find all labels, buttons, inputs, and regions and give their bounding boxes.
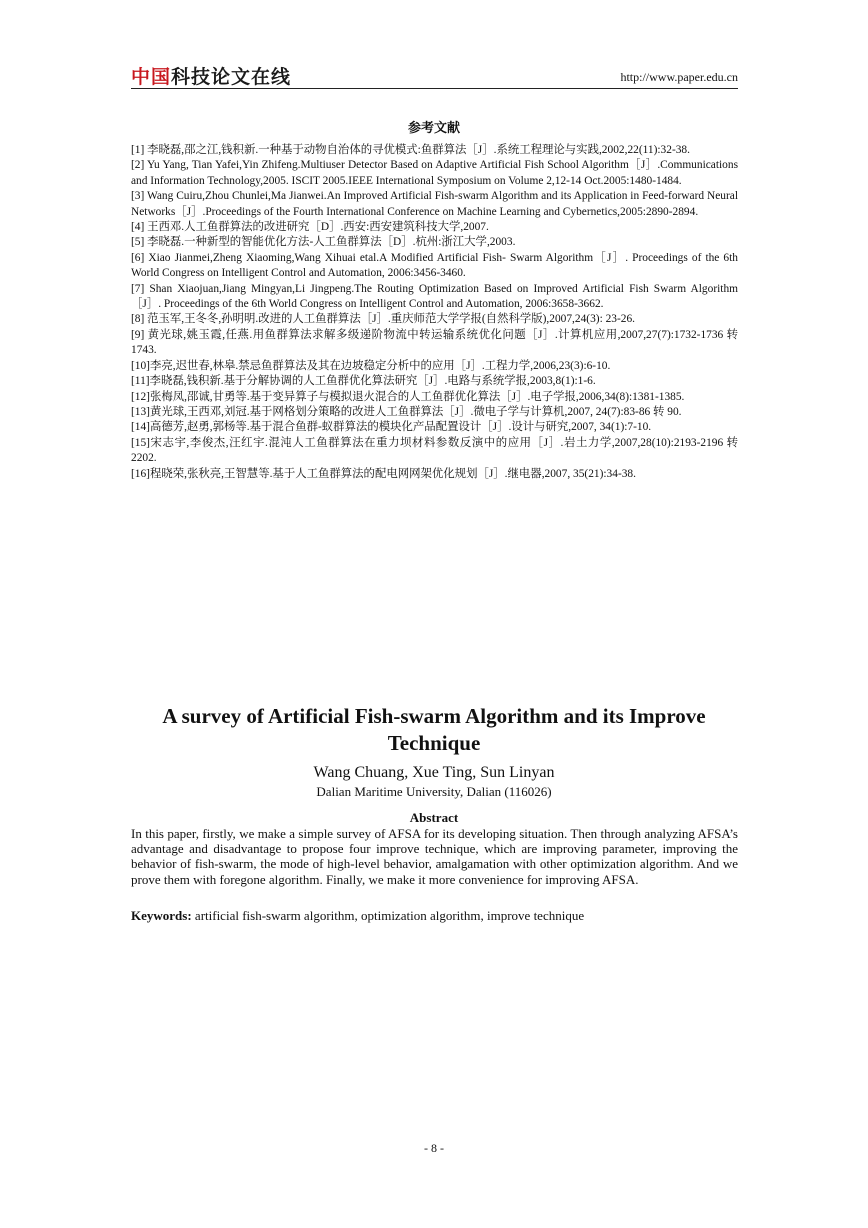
reference-item: [15]宋志宇,李俊杰,汪红宇.混沌人工鱼群算法在重力坝材料参数反演中的应用［J］.岩土力学,2007,28(10):2193-2196 转 2202. (131, 436, 738, 465)
reference-list (131, 143, 738, 482)
abstract-heading: Abstract (409, 810, 459, 825)
reference-item: [9] 黄光球,姚玉霞,任燕.用鱼群算法求解多级递阶物流中转运输系统优化问题［J］.计算机应用,2007,27(7):1732-1736 转 1743. (131, 328, 738, 357)
keywords-text: artificial fish-swarm algorithm, optimization algorithm, improve technique (191, 908, 585, 923)
reference-item: [10]李亮,迟世春,林皋.禁忌鱼群算法及其在边坡稳定分析中的应用［J］.工程力学,2006,23(3):6-10. (131, 359, 611, 372)
reference-item: [13]黄光球,王西邓,刘冠.基于网格划分策略的改进人工鱼群算法［J］.微电子学与计算机,2007, 24(7):83-86 转 90. (131, 405, 682, 418)
site-logo (131, 62, 291, 89)
reference-item: [11]李晓磊,钱积新.基于分解协调的人工鱼群优化算法研究［J］.电路与系统学报,2003,8(1):1-6. (131, 375, 596, 388)
reference-item: [3] Wang Cuiru,Zhou Chunlei,Ma Jianwei.An Improved Artificial Fish-swarm Algorithm and its Application in Feed-forward Neural Networks［J］.Proceedings of the Fourth International Conference on Machine Learning and Cybernetics,2005:2890-2894. (131, 190, 738, 218)
english-title: A survey of Artificial Fish-swarm Algorithm and its Improve Technique (162, 704, 706, 755)
affiliation: Dalian Maritime University, Dalian (116026) (316, 784, 552, 799)
reference-item: [5] 李晓磊.一种新型的智能优化方法-人工鱼群算法［D］.杭州:浙江大学,2003. (131, 236, 516, 249)
page-header (131, 58, 738, 89)
references-title: 参考文献 (407, 121, 460, 136)
logo-dark-text: 科技论文在线 (171, 66, 292, 88)
keywords (131, 908, 738, 924)
reference-item: [7] Shan Xiaojuan,Jiang Mingyan,Li Jingpeng.The Routing Optimization Based on Improved Artificial Fish Swarm Algorithm［J］. Proceedings of the 6th World Congress on Intelligent Control and Automation, 2006:3658-3662. (131, 282, 738, 311)
reference-item: [2] Yu Yang, Tian Yafei,Yin Zhifeng.Multiuser Detector Based on Adaptive Artificial Fish School Algorithm［J］.Communications and Information Technology,2005. ISCIT 2005.IEEE International Symposium on Volume 2,12-14 Oct.2005:1480-1484. (131, 159, 738, 187)
keywords-label: Keywords: (131, 908, 192, 923)
reference-item: [14]高德芳,赵勇,郭杨等.基于混合鱼群-蚁群算法的模块化产品配置设计［J］.设计与研究,2007, 34(1):7-10. (131, 421, 652, 434)
reference-item: [8] 范玉军,王冬冬,孙明明.改进的人工鱼群算法［J］.重庆师范大学学报(自然科学版),2007,24(3): 23-26. (131, 313, 636, 326)
reference-item: [4] 王西邓.人工鱼群算法的改进研究［D］.西安:西安建筑科技大学,2007. (131, 221, 489, 234)
reference-item: [16]程晓荣,张秋亮,王智慧等.基于人工鱼群算法的配电网网架优化规划［J］.继电器,2007, 35(21):34-38. (131, 467, 636, 480)
page-number: - 8 - (424, 1141, 444, 1155)
reference-item: [12]张梅凤,邵诚,甘勇等.基于变异算子与模拟退火混合的人工鱼群优化算法［J］.电子学报,2006,34(8):1381-1385. (131, 390, 685, 403)
authors: Wang Chuang, Xue Ting, Sun Linyan (313, 764, 555, 781)
reference-item: [6] Xiao Jianmei,Zheng Xiaoming,Wang Xihuai etal.A Modified Artificial Fish- Swarm Algorithm［J］. Proceedings of the 6th World Congress on Intelligent Control and Automation, 2006:3456-3460. (131, 251, 738, 280)
header-url[interactable]: http://www.paper.edu.cn (620, 70, 738, 84)
reference-item: [1] 李晓磊,邵之江,钱积新.一种基于动物自治体的寻优模式:鱼群算法［J］.系统工程理论与实践,2002,22(11):32-38. (131, 144, 690, 156)
logo-red-text: 中国 (131, 66, 172, 88)
abstract-body: In this paper, firstly, we make a simple survey of AFSA for its developing situation. Then through analyzing AFSA’s advantage and disadvantage to propose four improve technique, which are improving parameter, improving the behavior of fish-swarm, the mode of high-level behavior, amalgamation with other optimization algorithm. And we prove them with foregone algorithm. Finally, we make it more convenience for improving AFSA. (131, 826, 738, 887)
